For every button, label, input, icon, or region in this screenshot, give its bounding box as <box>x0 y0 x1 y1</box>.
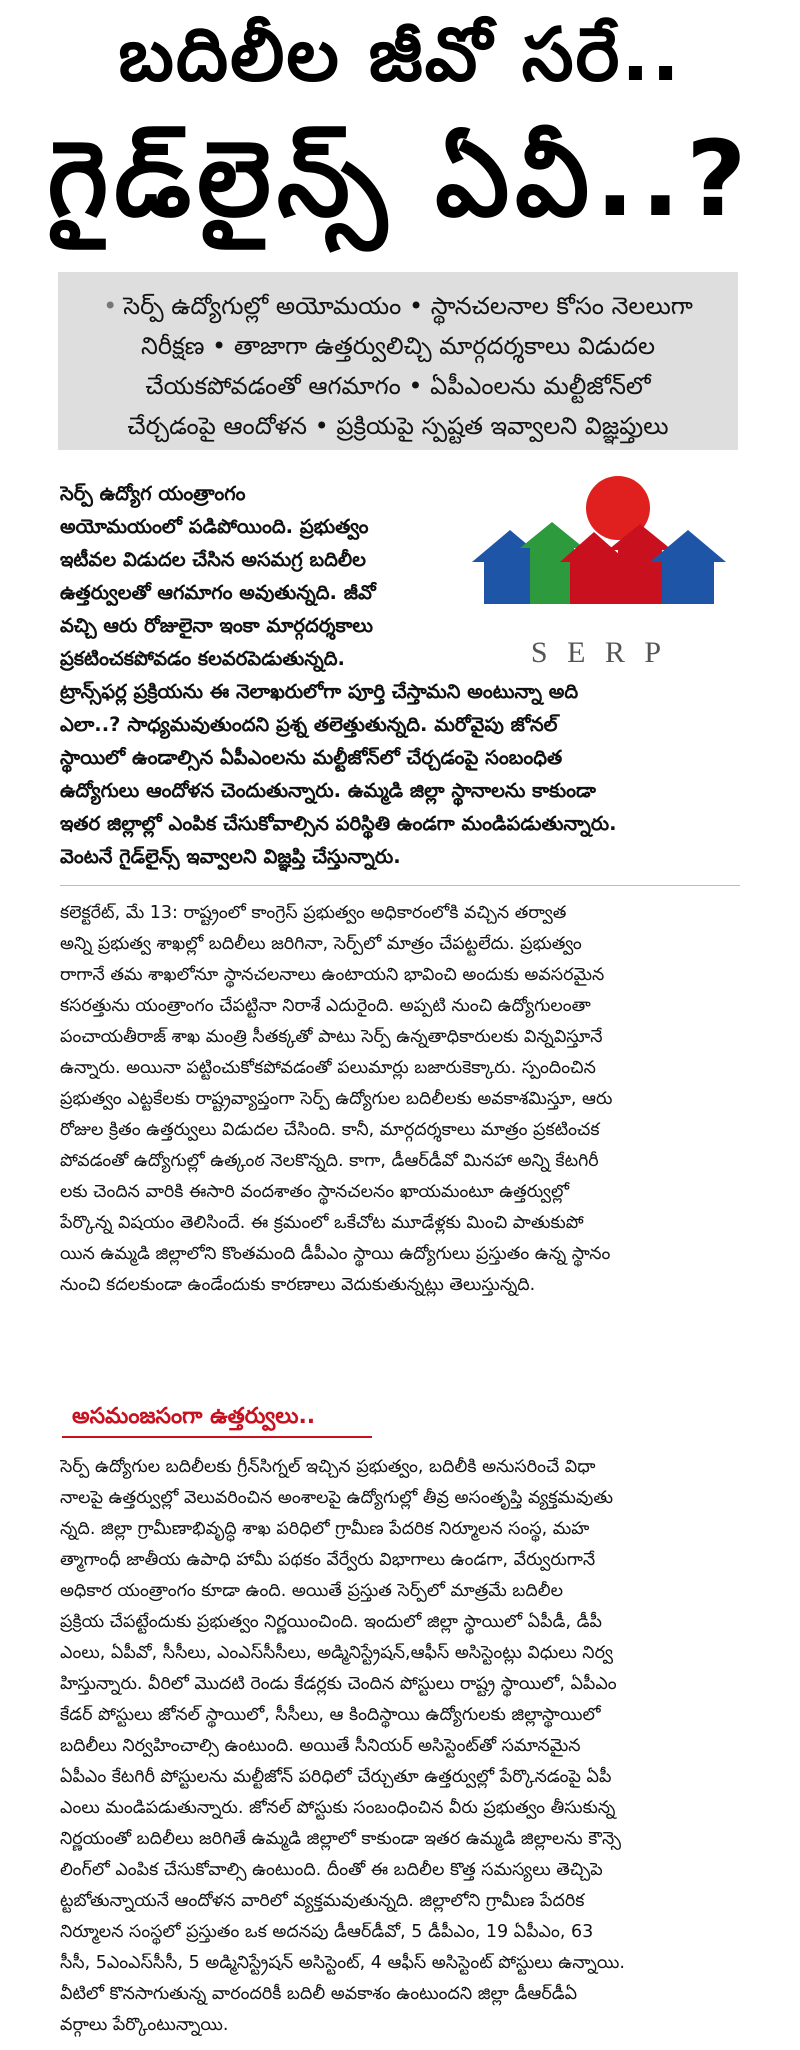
text-line: అయోమయంలో పడిపోయింది. ప్రభుత్వం <box>60 515 369 538</box>
text-line: త్మాగాంధీ జాతీయ ఉపాధి హామీ పథకం వేర్వేరు విభాగాలు ఉండగా, వేర్వురుగానే <box>60 1550 596 1570</box>
text-line: కలెక్టరేట్, మే 13: రాష్ట్రంలో కాంగ్రెస్ ప్రభుత్వం అధికారంలోకి వచ్చిన తర్వాత <box>60 903 567 923</box>
text-line: హిస్తున్నారు. వీరిలో మొదటి రెండు కేడర్లకు చెందిన పోస్టులు రాష్ట్ర స్థాయిలో, ఏపీఎం <box>60 1674 617 1694</box>
text-line: సెర్ప్ ఉద్యోగుల బదిలీలకు గ్రీన్‌సిగ్నల్ ఇచ్చిన ప్రభుత్వం, బదిలీకి అనుసరించే విధా <box>60 1457 596 1477</box>
text-line: లింగ్‌లో ఎంపిక చేసుకోవాల్సి ఉంటుంది. దీంతో ఈ బదిలీల కొత్త సమస్యలు తెచ్చిపె <box>60 1860 603 1880</box>
text-line: పంచాయతీరాజ్ శాఖ మంత్రి సీతక్కతో పాటు సెర్ప్ ఉన్నతాధికారులకు విన్నవిస్తూనే <box>60 1027 603 1047</box>
text-line: ప్రక్రియ చేపట్టేందుకు ప్రభుత్వం నిర్ణయించింది. ఇందులో జిల్లా స్థాయిలో ఏపీడీ, డీపీ <box>60 1612 603 1632</box>
text-line: లకు చెందిన వారికి ఈసారి వందశాతం స్థానచలనం ఖాయమంటూ ఉత్తర్వుల్లో <box>60 1182 570 1202</box>
text-line: కసరత్తును యంత్రాంగం చేపట్టినా నిరాశే ఎదురైంది. అప్పటి నుంచి ఉద్యోగులంతా <box>60 996 591 1016</box>
highlight-line: చేయకపోవడంతో ఆగమాగం • ఏపీఎంలను మల్టీజోన్‌లో <box>145 372 651 400</box>
text-line: ట్టబోతున్నాయనే ఆందోళన వారిలో వ్యక్తమవుతున్నది. జిల్లాలోని గ్రామీణ పేదరిక <box>60 1891 585 1911</box>
text-line: ఉద్యోగులు ఆందోళన చెందుతున్నారు. ఉమ్మడి జిల్లా స్థానాలను కాకుండా <box>60 779 596 802</box>
text-line: అన్ని ప్రభుత్వ శాఖల్లో బదిలీలు జరిగినా, సెర్ప్‌లో మాత్రం చేపట్టలేదు. ప్రభుత్వం <box>60 934 582 954</box>
text-line: న్నది. జిల్లా గ్రామీణాభివృద్ధి శాఖ పరిధిలో గ్రామీణ పేదరిక నిర్మూలన సంస్థ, మహ <box>60 1519 590 1539</box>
text-line: ఏపీఎం కేటగిరీ పోస్టులను మల్టీజోన్ పరిధిలో చేర్చుతూ ఉత్తర్వుల్లో పేర్కొనడంపై ఏపీ <box>60 1767 612 1787</box>
text-line: వచ్చి ఆరు రోజులైనా ఇంకా మార్గదర్శకాలు <box>60 614 373 637</box>
text-line: నిర్మూలన సంస్థలో ప్రస్తుతం ఒక అదనపు డీఆర్‌డీవో, 5 డీపీఎం, 19 ఏపీఎం, 63 <box>60 1922 594 1942</box>
text-line: ప్రకటించకపోవడం కలవరపెడుతున్నది. <box>60 647 345 670</box>
text-line: వీటిలో కొనసాగుతున్న వారందరికీ బదిలీ అవకాశం ఉంటుందని జిల్లా డీఆర్‌డీఏ <box>60 1984 578 2004</box>
subheading-underline <box>62 1436 372 1438</box>
text-line: యిన ఉమ్మడి జిల్లాలోని కొంతమంది డీపీఎం స్థాయి ఉద్యోగులు ప్రస్తుతం ఉన్న స్థానం <box>60 1244 611 1264</box>
divider <box>60 885 740 886</box>
text-line: వెంటనే గైడ్‌లైన్స్ ఇవ్వాలని విజ్ఞప్తి చేస్తున్నారు. <box>60 845 401 868</box>
headline-line-2: గైడ్‌లైన్స్ ఏవీ..? <box>47 118 753 240</box>
headline-line-1: బదిలీల జీవో సరే.. <box>118 12 682 98</box>
text-line: నుంచి కదలకుండా ఉండేందుకు కారణాలు వెదుకుతున్నట్లు తెలుస్తున్నది. <box>60 1275 536 1295</box>
subheading: అసమంజసంగా ఉత్తర్వులు.. <box>72 1404 316 1429</box>
paragraph-2 <box>60 1452 740 2041</box>
text-line: ట్రాన్స్‌ఫర్ల ప్రక్రియను ఈ నెలాఖరులోగా పూర్తి చేస్తామని అంటున్నా అది <box>60 680 579 703</box>
bullet-icon: • <box>103 292 118 320</box>
text-line: సీసీ, 5ఎంఎస్‌సీసీ, 5 అడ్మినిస్ట్రేషన్ అసిస్టెంట్, 4 ఆఫీస్ అసిస్టెంట్ పోస్టులు ఉన్నాయి. <box>60 1953 625 1973</box>
text-line: నిర్ణయంతో బదిలీలు జరిగితే ఉమ్మడి జిల్లాలో కాకుండా ఇతర ఉమ్మడి జిల్లాలను కౌన్సె <box>60 1829 622 1849</box>
text-line: వర్గాలు పేర్కొంటున్నాయి. <box>60 2015 229 2035</box>
text-line: రాగానే తమ శాఖలోనూ స్థానచలనాలు ఉంటాయని భావించి అందుకు అవసరమైన <box>60 965 605 985</box>
text-line: ఎంలు మండిపడుతున్నారు. జోనల్ పోస్టుకు సంబంధించిన వీరు ప్రభుత్వం తీసుకున్న <box>60 1798 616 1818</box>
paragraph-1 <box>60 898 740 1301</box>
text-line: సెర్ప్ ఉద్యోగ యంత్రాంగం <box>60 482 246 505</box>
text-line: అధికార యంత్రాంగం కూడా ఉంది. అయితే ప్రస్తుత సెర్ప్‌లో మాత్రమే బదిలీల <box>60 1581 564 1601</box>
text-line: పోవడంతో ఉద్యోగుల్లో ఉత్కంఠ నెలకొన్నది. కాగా, డీఆర్‌డీవో మినహా అన్ని కేటగిరీ <box>60 1151 599 1171</box>
highlight-line: • సెర్ప్ ఉద్యోగుల్లో అయోమయం • స్థానచలనాల కోసం నెలలుగా <box>103 292 693 320</box>
text-line: పేర్కొన్న విషయం తెలిసిందే. ఈ క్రమంలో ఒకేచోట మూడేళ్లకు మించి పాతుకుపో <box>60 1213 584 1233</box>
text-line: ఇతర జిల్లాల్లో ఎంపిక చేసుకోవాల్సిన పరిస్థితి ఉండగా మండిపడుతున్నారు. <box>60 812 617 835</box>
highlight-line: నిరీక్షణ • తాజాగా ఉత్తర్వులిచ్చి మార్గదర్శకాలు విడుదల <box>141 332 655 360</box>
text-line: రోజుల క్రితం ఉత్తర్వులు విడుదల చేసింది. కానీ, మార్గదర్శకాలు మాత్రం ప్రకటించక <box>60 1120 600 1140</box>
text-line: ఉత్తర్వులతో ఆగమాగం అవుతున్నది. జీవో <box>60 581 376 604</box>
text-line: ఇటీవల విడుదల చేసిన అసమగ్ర బదిలీల <box>60 548 366 571</box>
text-line: ఎలా..? సాధ్యమవుతుందని ప్రశ్న తలెత్తుతున్నది. మరోవైపు జోనల్ <box>60 713 558 736</box>
highlights-box <box>58 272 738 450</box>
highlight-line: చేర్చడంపై ఆందోళన • ప్రక్రియపై స్పష్టత ఇవ్వాలని విజ్ఞప్తులు <box>127 412 669 440</box>
intro-paragraph <box>60 478 740 874</box>
text-line: ఉన్నారు. అయినా పట్టించుకోకపోవడంతో పలుమార్లు బజారుకెక్కారు. స్పందించిన <box>60 1058 596 1078</box>
text-line: నాలపై ఉత్తర్వుల్లో వెలువరించిన అంశాలపై ఉద్యోగుల్లో తీవ్ర అసంతృప్తి వ్యక్తమవుతు <box>60 1488 613 1508</box>
text-line: ఎంలు, ఏపీవో, సీసీలు, ఎంఎస్‌సీసీలు, అడ్మినిస్ట్రేషన్,ఆఫీస్ అసిస్టెంట్లు విధులు నిర్వ <box>60 1643 613 1663</box>
logo-text: S E R P <box>530 636 668 669</box>
text-line: స్థాయిలో ఉండాల్సిన ఏపీఎంలను మల్టీజోన్‌లో చేర్చడంపై సంబంధిత <box>60 746 563 769</box>
text-line: ప్రభుత్వం ఎట్టకేలకు రాష్ట్రవ్యాప్తంగా సెర్ప్ ఉద్యోగుల బదిలీలకు అవకాశమిస్తూ, ఆరు <box>60 1089 613 1109</box>
text-line: బదిలీలు నిర్వహించాల్సి ఉంటుంది. అయితే సీనియర్ అసిస్టెంట్‌తో సమానమైన <box>60 1736 581 1756</box>
text-line: కేడర్ పోస్టులు జోనల్ స్థాయిలో, సీసీలు, ఆ కిందిస్థాయి ఉద్యోగులకు జిల్లాస్థాయిలో <box>60 1705 601 1725</box>
